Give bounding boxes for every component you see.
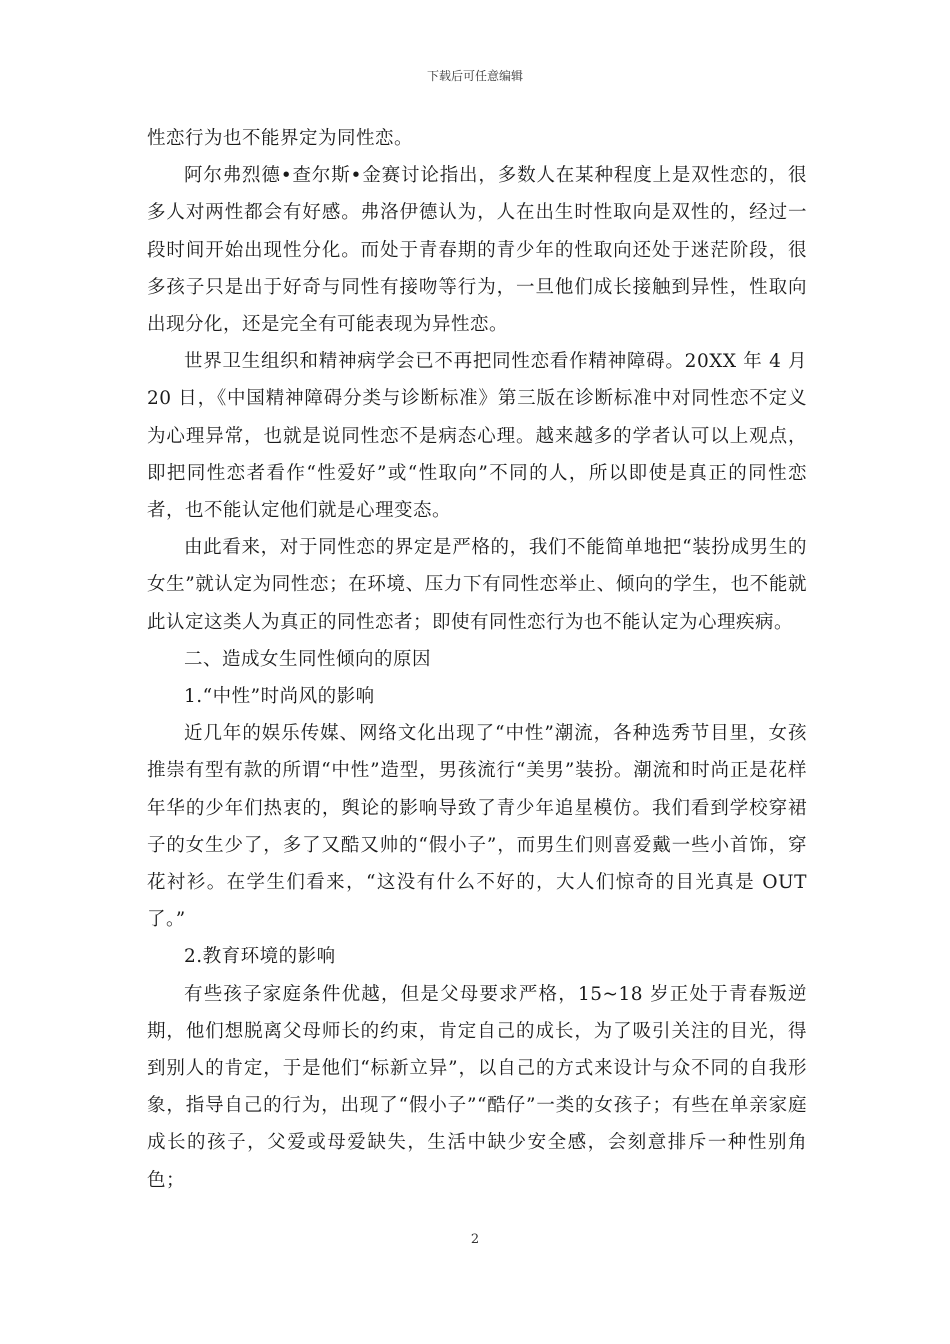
paragraph-conclusion: 由此看来，对于同性恋的界定是严格的，我们不能简单地把“装扮成男生的女生”就认定为同性恋；在环境、压力下有同性恋举止、倾向的学生，也不能就此认定这类人为真正的同性恋者；即使有同性恋行为也不能认定为心理疾病。 <box>147 537 807 633</box>
paragraph-who: 世界卫生组织和精神病学会已不再把同性恋看作精神障碍。20XX 年 4 月 20 日，《中国精神障碍分类与诊断标准》第三版在诊断标准中对同性恋不定义为心理异常，也就是说同性恋不是病态心理。越来越多的学者认可以上观点，即把同性恋者看作“性爱好”或“性取向”不同的人，所以即使是真正的同性恋者，也不能认定他们就是心理变态。 <box>147 351 807 522</box>
paragraph-education: 有些孩子家庭条件优越，但是父母要求严格，15~18 岁正处于青春叛逆期，他们想脱离父母师长的约束，肯定自己的成长，为了吸引关注的目光，得到别人的肯定，于是他们“标新立异”，以自己的方式来设计与众不同的自我形象，指导自己的行为，出现了“假小子”“酷仔”一类的女孩子；有些在单亲家庭成长的孩子，父爱或母爱缺失，生活中缺少安全感，会刻意排斥一种性别角色； <box>147 983 807 1191</box>
subheading-fashion: 1.“中性”时尚风的影响 <box>184 686 375 708</box>
subheading-education: 2.教育环境的影响 <box>184 946 336 968</box>
page-header: 下载后可任意编辑 <box>426 69 523 83</box>
section-heading-causes: 二、造成女生同性倾向的原因 <box>184 648 432 670</box>
document-body <box>147 120 807 1199</box>
paragraph-kinsey: 阿尔弗烈德•查尔斯•金赛讨论指出，多数人在某种程度上是双性恋的，很多人对两性都会有好感。弗洛伊德认为，人在出生时性取向是双性的，经过一段时间开始出现性分化。而处于青春期的青少年的性取向还处于迷茫阶段，很多孩子只是出于好奇与同性有接吻等行为，一旦他们成长接触到异性，性取向出现分化，还是完全有可能表现为异性恋。 <box>147 165 807 336</box>
paragraph-continuation: 性恋行为也不能界定为同性恋。 <box>147 128 414 149</box>
page-number: 2 <box>470 1232 480 1247</box>
paragraph-fashion: 近几年的娱乐传媒、网络文化出现了“中性”潮流，各种选秀节目里，女孩推崇有型有款的所谓“中性”造型，男孩流行“美男”装扮。潮流和时尚正是花样年华的少年们热衷的，舆论的影响导致了青少年追星模仿。我们看到学校穿裙子的女生少了，多了又酷又帅的“假小子”，而男生们则喜爱戴一些小首饰，穿花衬衫。在学生们看来，“这没有什么不好的，大人们惊奇的目光真是 OUT 了。” <box>147 723 807 931</box>
